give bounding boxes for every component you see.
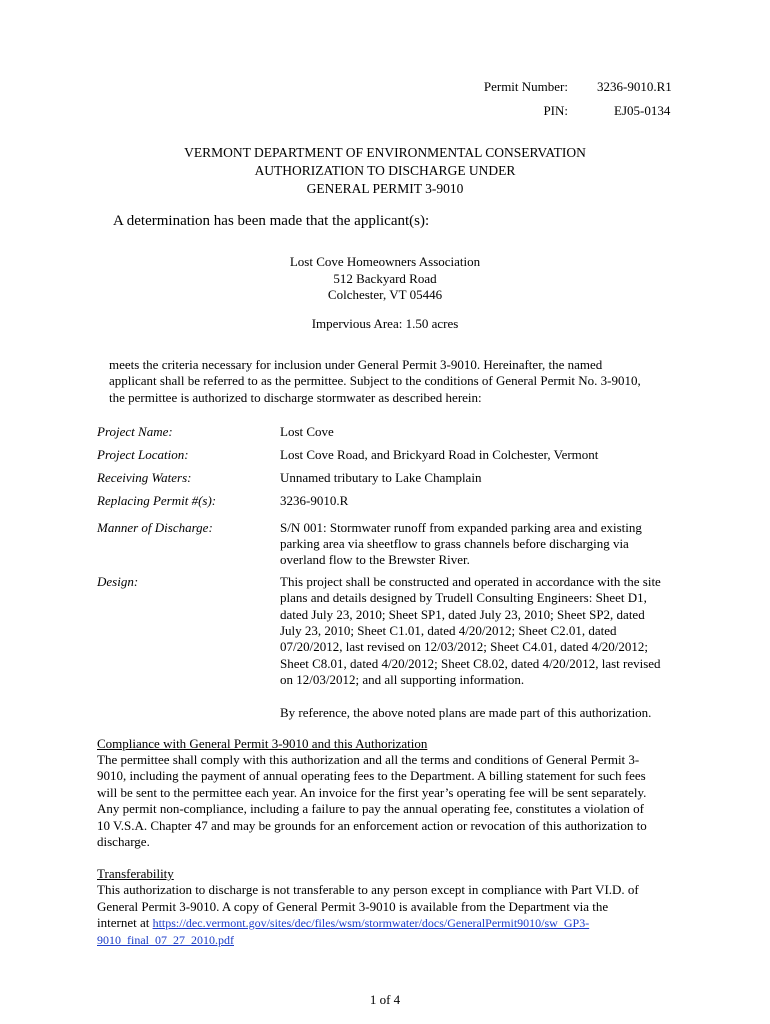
determination-intro: A determination has been made that the applicant(s): [113, 213, 430, 229]
design-line-4: July 23, 2010; Sheet C1.01, dated 4/20/2012; Sheet C2.01, dated [280, 623, 617, 638]
compliance-heading: Compliance with General Permit 3-9010 and this Authorization [97, 736, 428, 751]
project-name-label: Project Name: [97, 424, 173, 439]
manner-line-1: S/N 001: Stormwater runoff from expanded parking area and existing [280, 520, 642, 535]
compliance-line-3: will be sent to the permittee each year. An invoice for the first year’s operating fee will be sent separately. [97, 785, 647, 800]
title-line-2: AUTHORIZATION TO DISCHARGE UNDER [254, 163, 516, 178]
design-line-2: plans and details designed by Trudell Consulting Engineers: Sheet D1, [280, 590, 647, 605]
project-name-value: Lost Cove [280, 424, 334, 439]
criteria-line-2: applicant shall be referred to as the permittee. Subject to the conditions of General Permit No. 3-9010, [109, 373, 641, 388]
impervious-area: Impervious Area: 1.50 acres [311, 316, 459, 331]
design-line-7: on 12/03/2012; and all supporting information. [280, 672, 525, 687]
transferability-line-1: This authorization to discharge is not transferable to any person except in compliance with Part VI.D. of [97, 882, 639, 897]
compliance-line-4: Any permit non-compliance, including a failure to pay the annual operating fee, constitutes a violation of [97, 801, 644, 816]
title-line-1: VERMONT DEPARTMENT OF ENVIRONMENTAL CONSERVATION [184, 145, 586, 160]
manner-line-3: overland flow to the Brewster River. [280, 552, 470, 567]
general-permit-link-cont[interactable]: 9010_final_07_27_2010.pdf [97, 933, 234, 947]
design-label: Design: [97, 574, 139, 589]
permit-number-value: 3236-9010.R1 [597, 79, 672, 94]
compliance-line-5: 10 V.S.A. Chapter 47 and may be grounds for an enforcement action or revocation of this authorization to [97, 818, 647, 833]
project-location-value: Lost Cove Road, and Brickyard Road in Colchester, Vermont [280, 447, 599, 462]
design-line-1: This project shall be constructed and operated in accordance with the site [280, 574, 661, 589]
design-line-5: 07/20/2012, last revised on 12/03/2012; Sheet C4.01, dated 4/20/2012; [280, 639, 648, 654]
pin-label: PIN: [543, 103, 568, 118]
design-line-3: dated July 23, 2010; Sheet SP1, dated July 23, 2010; Sheet SP2, dated [280, 607, 645, 622]
manner-line-2: parking area via sheetflow to grass channels before discharging via [280, 536, 629, 551]
reference-note: By reference, the above noted plans are made part of this authorization. [280, 705, 652, 720]
design-line-6: Sheet C8.01, dated 4/20/2012; Sheet C8.02, dated 4/20/2012, last revised [280, 656, 661, 671]
applicant-city: Colchester, VT 05446 [327, 287, 443, 302]
general-permit-link[interactable]: https://dec.vermont.gov/sites/dec/files/wsm/stormwater/docs/GeneralPermit9010/sw_GP3- [152, 916, 590, 930]
applicant-name: Lost Cove Homeowners Association [289, 254, 481, 269]
internet-prefix: internet at [97, 915, 153, 930]
replacing-permit-value: 3236-9010.R [280, 493, 349, 508]
receiving-waters-label: Receiving Waters: [97, 470, 192, 485]
permit-number-label: Permit Number: [483, 79, 568, 94]
transferability-heading: Transferability [97, 866, 174, 881]
compliance-line-2: 9010, including the payment of annual operating fees to the Department. A billing statement for such fees [97, 768, 646, 783]
compliance-line-6: discharge. [97, 834, 150, 849]
title-line-3: GENERAL PERMIT 3-9010 [306, 181, 464, 196]
transferability-line-3 [97, 915, 589, 931]
pin-value: EJ05-0134 [614, 103, 671, 118]
compliance-line-1: The permittee shall comply with this authorization and all the terms and conditions of General Permit 3- [97, 752, 640, 767]
applicant-street: 512 Backyard Road [333, 271, 437, 286]
transferability-line-4 [97, 932, 234, 948]
project-location-label: Project Location: [97, 447, 189, 462]
page-number: 1 of 4 [369, 992, 401, 1007]
manner-of-discharge-label: Manner of Discharge: [97, 520, 213, 535]
receiving-waters-value: Unnamed tributary to Lake Champlain [280, 470, 482, 485]
replacing-permit-label: Replacing Permit #(s): [97, 493, 217, 508]
criteria-line-3: the permittee is authorized to discharge stormwater as described herein: [109, 390, 482, 405]
criteria-line-1: meets the criteria necessary for inclusion under General Permit 3-9010. Hereinafter, the named [109, 357, 603, 372]
transferability-line-2: General Permit 3-9010. A copy of General Permit 3-9010 is available from the Department via the [97, 899, 609, 914]
